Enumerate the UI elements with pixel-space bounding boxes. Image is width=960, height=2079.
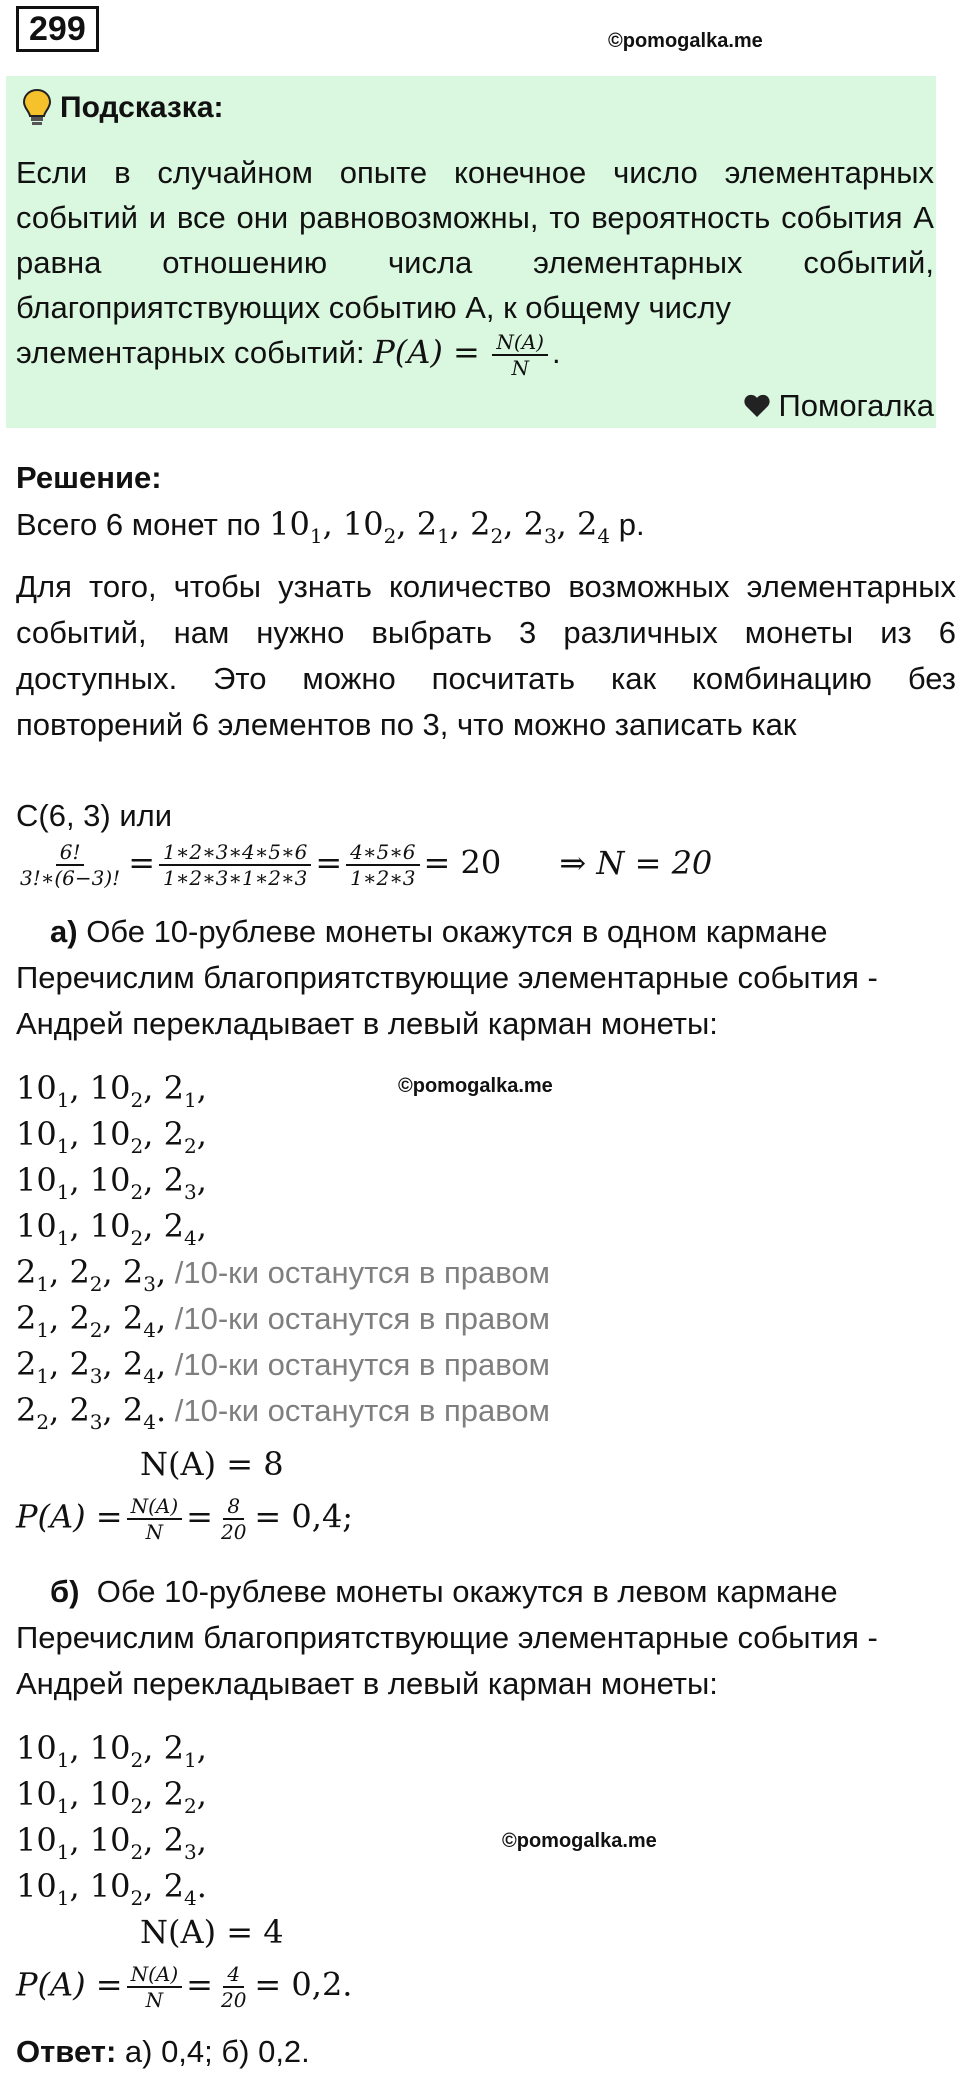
answer bbox=[16, 2032, 310, 2072]
combo-note: /10-ки останутся в правом bbox=[174, 1347, 550, 1382]
combo-row: $10_1$, $10_2$, $2_2$, bbox=[16, 1115, 207, 1158]
problem-number: 299 bbox=[16, 6, 99, 52]
answer-label: Ответ: bbox=[16, 2034, 117, 2069]
frac-num: N(A) bbox=[127, 1962, 183, 1988]
frac-den: 20 bbox=[220, 1988, 247, 2012]
fraction-3 bbox=[346, 840, 419, 890]
part-a-na: N(A) = 8 bbox=[140, 1445, 284, 1483]
combo-row: $10_1$, $10_2$, $2_1$, bbox=[16, 1069, 207, 1112]
brand bbox=[744, 388, 934, 424]
part-a-heading-text: Обе 10-рублеве монеты окажутся в одном кармане bbox=[77, 914, 828, 949]
combo-row: $10_1$, $10_2$, $2_3$, bbox=[16, 1161, 207, 1204]
part-b-heading-text: Обе 10-рублеве монеты окажутся в левом кармане bbox=[79, 1574, 838, 1609]
frac-num: 6! bbox=[56, 840, 85, 866]
part-a-label: а) bbox=[50, 914, 78, 949]
hint-text-tail: элементарных событий: bbox=[16, 335, 365, 371]
combo-row: $2_1$, $2_2$, $2_3$, /10-ки останутся в правом bbox=[16, 1253, 550, 1296]
fraction-8-20 bbox=[217, 1494, 250, 1544]
frac-num: N(A) bbox=[492, 330, 548, 356]
hint-title-text: Подсказка: bbox=[60, 91, 224, 124]
combo-row: $10_1$, $10_2$, $2_3$, bbox=[16, 1821, 207, 1864]
frac-den: 1∗2∗3 bbox=[350, 866, 416, 890]
p-lhs: P(A) = bbox=[16, 1965, 123, 2004]
hint-title bbox=[22, 88, 224, 128]
n-equals-20: ⇒ N = 20 bbox=[559, 843, 713, 882]
answer-text: а) 0,4; б) 0,2. bbox=[116, 2034, 310, 2069]
fraction-1 bbox=[16, 840, 124, 890]
fraction-na-n bbox=[127, 1962, 183, 2012]
part-a-heading bbox=[50, 912, 827, 952]
combo-row: $2_2$, $2_3$, $2_4$. /10-ки останутся в правом bbox=[16, 1391, 550, 1434]
hint-formula-fraction bbox=[492, 330, 548, 380]
combination-label: C(6, 3) или bbox=[16, 798, 173, 833]
combination-formula: $\frac{6!}{3!∗(6-3)!}$ = $\frac{1∗2∗3∗4∗5∗6}{1∗2∗3∗1∗2∗3}$ = $\frac{4∗5∗6}{1∗2∗3}$ = 20 ⇒ N = 20 bbox=[16, 840, 712, 890]
frac-den: 20 bbox=[220, 1520, 247, 1544]
frac-den: N bbox=[511, 356, 529, 380]
solution-title: Решение: bbox=[16, 460, 162, 495]
frac-num: 4∗5∗6 bbox=[346, 840, 419, 866]
part-a-line1: Перечислим благоприятствующие элементарные события - bbox=[16, 960, 878, 995]
combo-note: /10-ки останутся в правом bbox=[174, 1393, 550, 1428]
part-b-na: N(A) = 4 bbox=[140, 1913, 284, 1951]
combo-row: $10_1$, $10_2$, $2_2$, bbox=[16, 1775, 207, 1818]
combo-row: $10_1$, $10_2$, $2_4$. bbox=[16, 1867, 207, 1910]
hint-formula-lhs: P(A) = bbox=[373, 333, 480, 372]
frac-num: 4 bbox=[223, 1962, 244, 1988]
frac-num: 1∗2∗3∗4∗5∗6 bbox=[159, 840, 311, 866]
p-lhs: P(A) = bbox=[16, 1497, 123, 1536]
part-b-line1: Перечислим благоприятствующие элементарные события - bbox=[16, 1620, 878, 1655]
frac-den: N bbox=[145, 1988, 164, 2012]
fraction-na-n bbox=[127, 1494, 183, 1544]
watermark: ©pomogalka.me bbox=[608, 30, 763, 52]
heart-icon bbox=[744, 394, 770, 418]
hint-text bbox=[16, 150, 934, 380]
combo-row: $10_1$, $10_2$, $2_4$, bbox=[16, 1207, 207, 1250]
part-a-line2: Андрей перекладывает в левый карман монеты: bbox=[16, 1006, 718, 1041]
part-a-probability: P(A) = $\frac{N(A)}{N}$ = $\frac{8}{20}$ = 0,4; bbox=[16, 1494, 354, 1544]
frac-den: 1∗2∗3∗1∗2∗3 bbox=[163, 866, 308, 890]
frac-num: 8 bbox=[223, 1494, 244, 1520]
frac-den: N bbox=[145, 1520, 164, 1544]
p-result: = 0,2. bbox=[254, 1965, 353, 2004]
coins-intro-suffix: р. bbox=[610, 507, 645, 542]
fraction-4-20 bbox=[217, 1962, 250, 2012]
frac-den: 3!∗(6−3)! bbox=[20, 866, 121, 890]
solution-paragraph: Для того, чтобы узнать количество возможных элементарных событий, нам нужно выбрать 3 различных монеты из 6 доступных. Это можно посчитать как комбинацию без повторений 6 элементов по 3, что можно записать как bbox=[16, 569, 956, 742]
combo-row: $2_1$, $2_3$, $2_4$, /10-ки останутся в правом bbox=[16, 1345, 550, 1388]
fraction-2 bbox=[159, 840, 311, 890]
hint-text-last bbox=[16, 330, 934, 380]
lightbulb-icon bbox=[22, 88, 52, 128]
coins-intro: Всего 6 монет по $10_1$, $10_2$, $2_1$, $2_2$, $2_3$, $2_4$ р. bbox=[16, 505, 645, 548]
combo-row: $10_1$, $10_2$, $2_1$, bbox=[16, 1729, 207, 1772]
p-result: = 0,4; bbox=[254, 1497, 354, 1536]
combo-row: $2_1$, $2_2$, $2_4$, /10-ки останутся в правом bbox=[16, 1299, 550, 1342]
coins-intro-text: Всего 6 монет по bbox=[16, 507, 261, 542]
hint-text-main: Если в случайном опыте конечное число элементарных событий и все они равновозможны, то вероятность события А равна отношению числа элементарных событий, благоприятствующих событию А, к общему числу bbox=[16, 155, 934, 325]
result-20: = 20 bbox=[423, 843, 502, 882]
combo-note: /10-ки останутся в правом bbox=[174, 1301, 550, 1336]
part-b-heading bbox=[50, 1572, 838, 1612]
watermark: ©pomogalka.me bbox=[502, 1830, 657, 1852]
hint-formula-end: . bbox=[551, 335, 561, 371]
brand-name: Помогалка bbox=[778, 388, 934, 423]
watermark: ©pomogalka.me bbox=[398, 1075, 553, 1097]
combo-note: /10-ки останутся в правом bbox=[174, 1255, 550, 1290]
part-b-label: б) bbox=[50, 1574, 80, 1609]
frac-num: N(A) bbox=[127, 1494, 183, 1520]
part-b-line2: Андрей перекладывает в левый карман монеты: bbox=[16, 1666, 718, 1701]
part-b-probability: P(A) = $\frac{N(A)}{N}$ = $\frac{4}{20}$ = 0,2. bbox=[16, 1962, 353, 2012]
